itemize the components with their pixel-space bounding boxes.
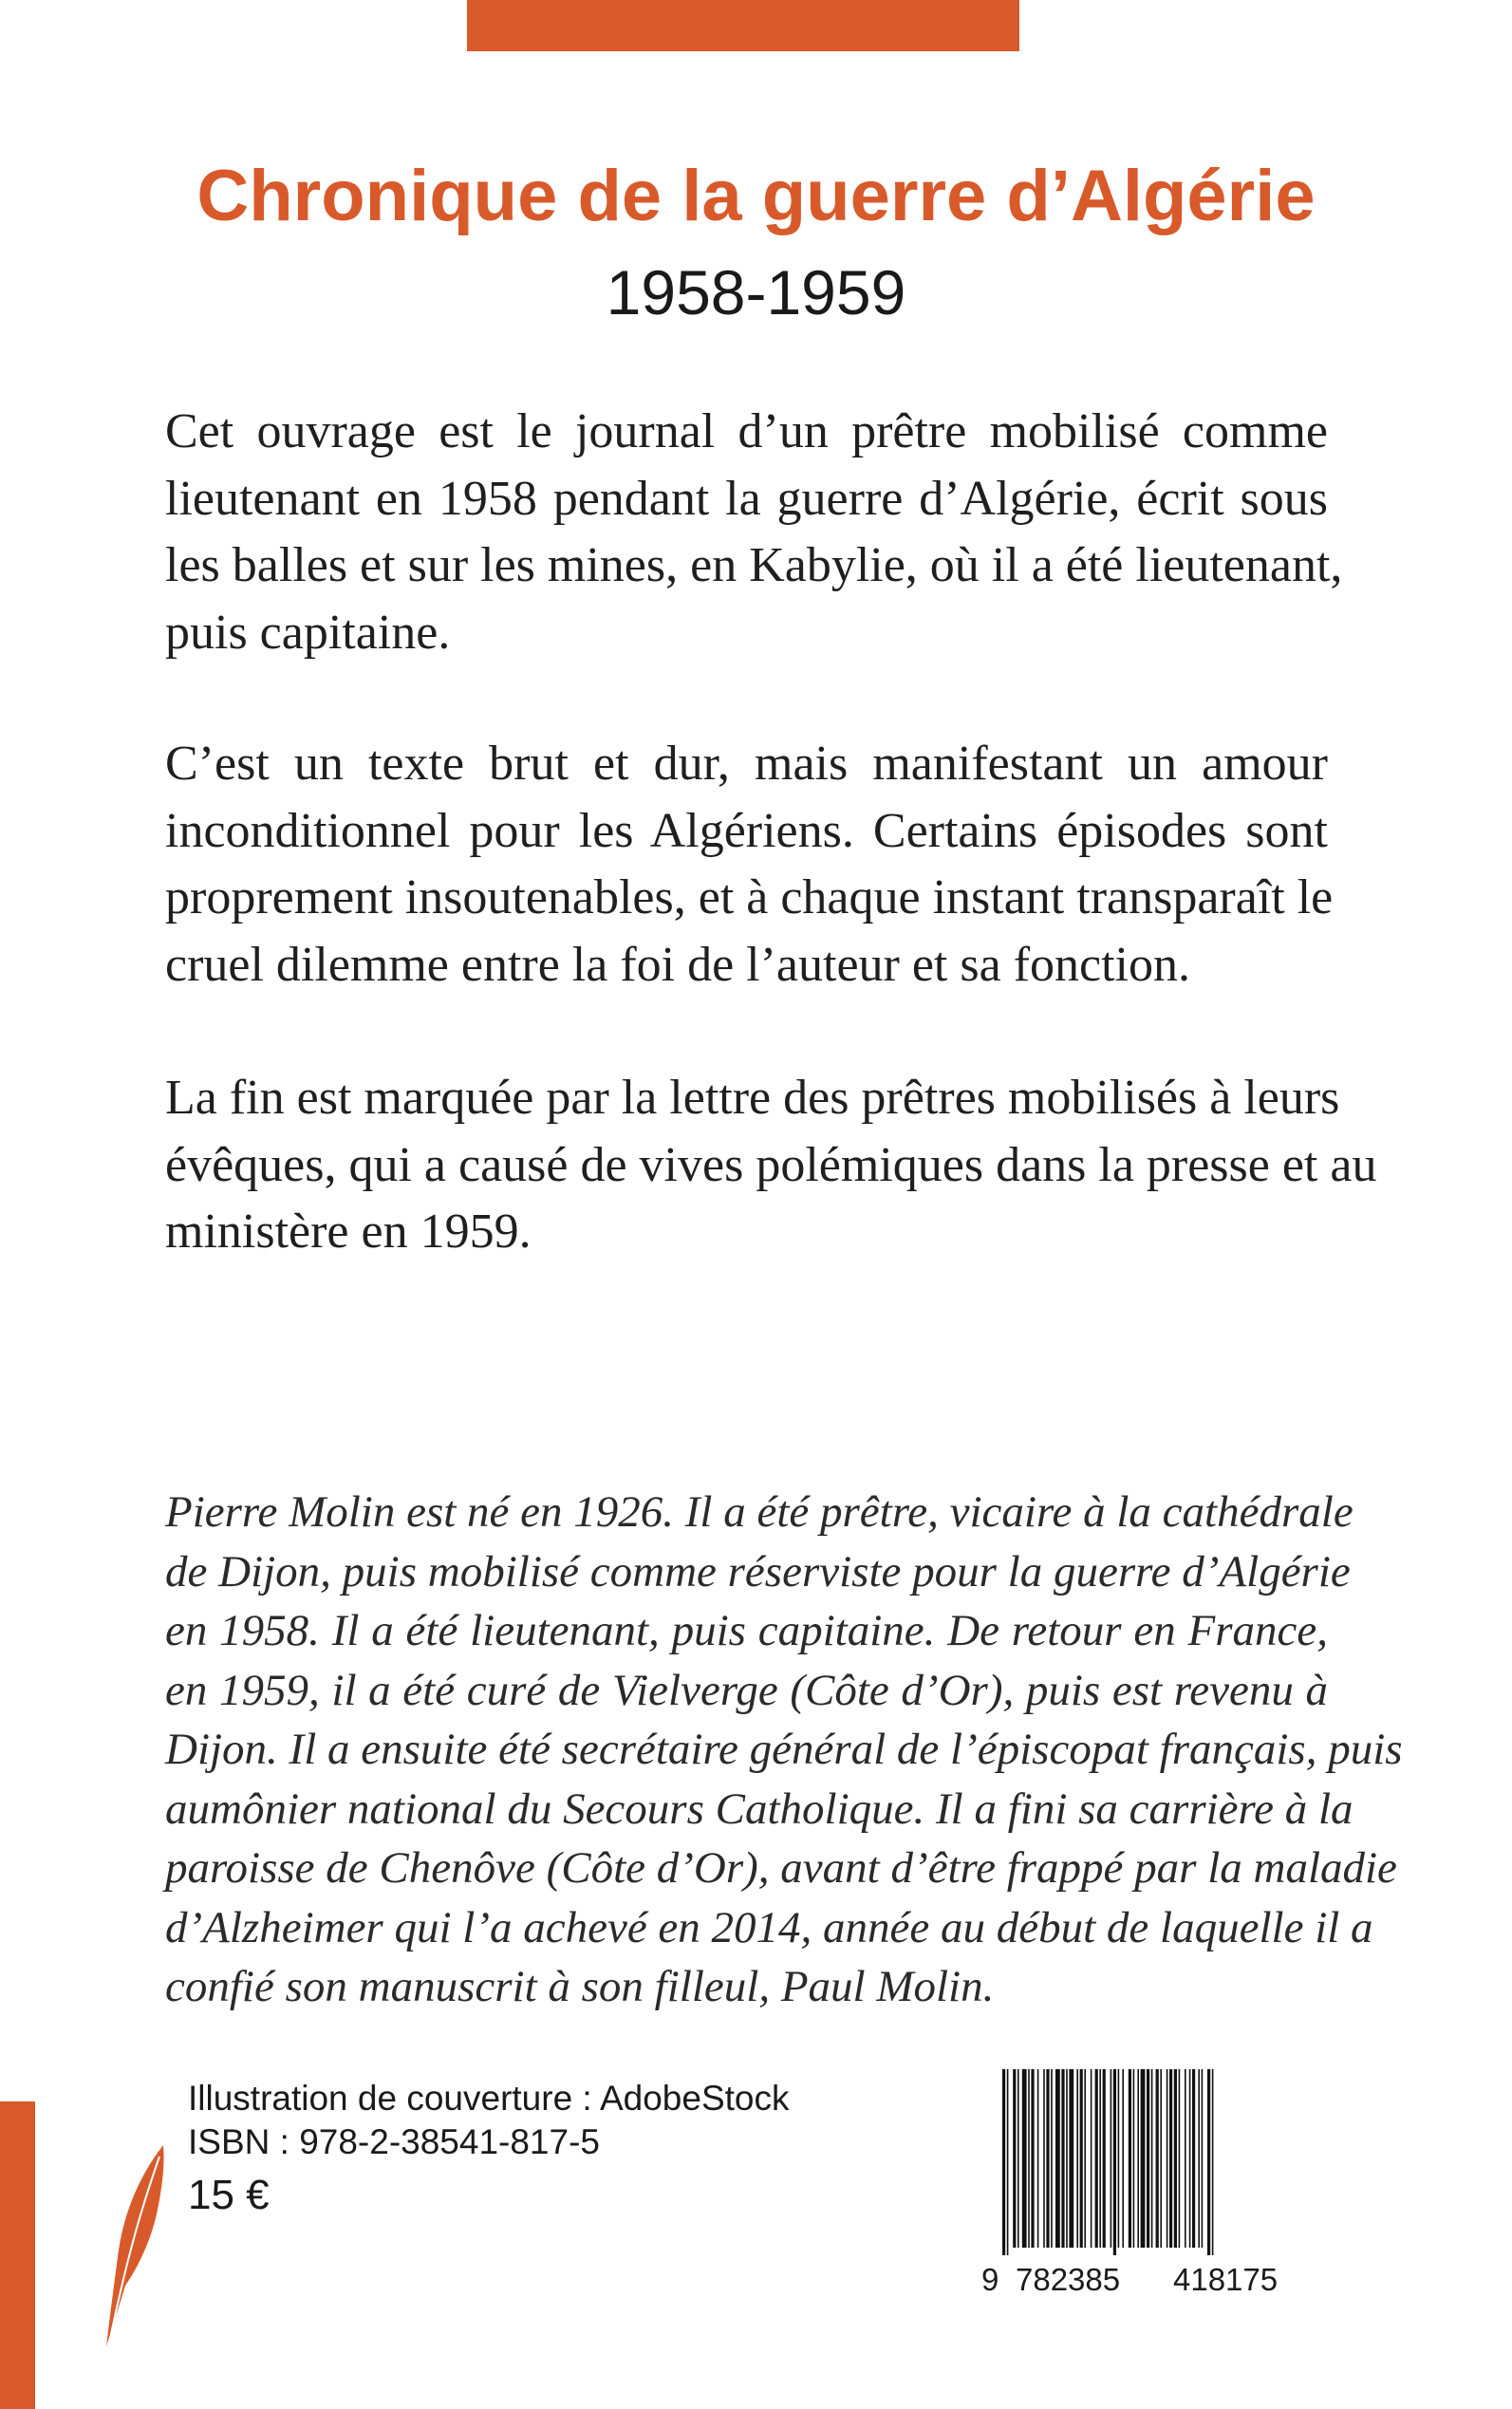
barcode-bar (1095, 2069, 1098, 2248)
barcode-bar (1037, 2069, 1039, 2248)
summary-paragraph-3 (165, 1065, 1377, 1266)
barcode-bar (1080, 2069, 1083, 2248)
summary-paragraph-1 (165, 399, 1343, 666)
isbn-number: ISBN : 978-2-38541-817-5 (188, 2122, 600, 2161)
barcode-bar (1002, 2069, 1005, 2255)
barcode-bar (1022, 2069, 1027, 2248)
bio-line: Pierre Molin est né en 1926. Il a été prêtre, vicaire à la cathédrale (165, 1487, 1353, 1537)
barcode-bar (1066, 2069, 1068, 2248)
barcode-bar (1137, 2069, 1139, 2248)
barcode-bar (1111, 2069, 1112, 2248)
bio-line: en 1959, il a été curé de Vielverge (Côte d’Or), puis est revenu à (165, 1665, 1328, 1715)
barcode-bar (1076, 2069, 1078, 2248)
barcode-bar (1151, 2069, 1153, 2248)
barcode-bar (1017, 2069, 1019, 2248)
bio-line: de Dijon, puis mobilisé comme réserviste pour la guerre d’Algérie (165, 1546, 1351, 1597)
text-line: C’est un texte brut et dur, mais manifestant un amour (165, 737, 1328, 791)
text-line: La fin est marquée par la lettre des prêtres mobilisés à leurs (165, 1071, 1340, 1125)
barcode-bar (1051, 2069, 1053, 2248)
text-line: évêques, qui a causé de vives polémiques dans la presse et au (165, 1137, 1377, 1192)
barcode-bar (1122, 2069, 1124, 2248)
barcode-bar (1028, 2069, 1030, 2248)
barcode-bar (1160, 2069, 1162, 2248)
book-subtitle-years: 1958-1959 (606, 257, 906, 327)
text-line: proprement insoutenables, et à chaque instant transparaît le (165, 870, 1334, 924)
barcode-bar (1007, 2069, 1009, 2255)
barcode-digit-group: 782385 (1016, 2262, 1121, 2297)
barcode-bar (1031, 2069, 1034, 2248)
barcode-digit-group: 418175 (1173, 2262, 1279, 2297)
barcode-bar (1113, 2069, 1116, 2255)
barcode-digits (981, 2259, 1323, 2301)
barcode-bar (1084, 2069, 1086, 2248)
barcode-bar (1046, 2069, 1049, 2248)
barcode-bar (1189, 2069, 1191, 2248)
barcode-bar (1198, 2069, 1200, 2248)
illustration-credit: Illustration de couverture : AdobeStock (188, 2079, 790, 2118)
summary-paragraph-2 (165, 731, 1334, 999)
barcode-bar (1179, 2069, 1181, 2248)
barcode-bar (1069, 2069, 1073, 2248)
left-accent-bar (0, 2101, 35, 2409)
text-line: lieutenant en 1958 pendant la guerre d’Algérie, écrit sous (165, 471, 1328, 526)
bio-line: en 1958. Il a été lieutenant, puis capitaine. De retour en France, (165, 1606, 1328, 1655)
bio-line: aumônier national du Secours Catholique. Il a fini sa carrière à la (165, 1783, 1353, 1834)
barcode-bar (1103, 2069, 1106, 2248)
barcode-bar (1129, 2069, 1131, 2248)
barcode-bar (1013, 2069, 1016, 2248)
barcode-bar (1099, 2069, 1101, 2248)
bio-line: confié son manuscrit à son filleul, Paul Molin. (165, 1962, 995, 2011)
barcode-bar (1061, 2069, 1064, 2248)
bio-line: d’Alzheimer qui l’a achevé en 2014, année au début de laquelle il a (165, 1902, 1373, 1952)
bio-line: Dijon. Il a ensuite été secrétaire général de l’épiscopat français, puis (165, 1725, 1403, 1774)
top-accent-bar (467, 0, 1019, 51)
barcode-icon (999, 2069, 1304, 2255)
barcode-bar (1118, 2069, 1120, 2248)
barcode-bar (1133, 2069, 1135, 2248)
text-line: Cet ouvrage est le journal d’un prêtre mobilisé comme (165, 404, 1328, 458)
publication-credits (188, 2077, 789, 2223)
barcode-bar (1174, 2069, 1177, 2248)
price: 15 € (188, 2172, 270, 2218)
barcode-bar (1147, 2069, 1149, 2248)
barcode-bar (1169, 2069, 1172, 2248)
text-line: inconditionnel pour les Algériens. Certains épisodes sont (165, 803, 1328, 858)
barcode-bar (1185, 2069, 1186, 2248)
feather-logo-icon (104, 2143, 167, 2348)
barcode-bar (1192, 2069, 1195, 2248)
barcode-bar (1156, 2069, 1159, 2248)
barcode-bar (1043, 2069, 1045, 2248)
barcode-bar (1167, 2069, 1168, 2248)
text-line: cruel dilemme entre la foi de l’auteur et sa fonction. (165, 937, 1190, 992)
barcode-bar (1055, 2069, 1060, 2248)
text-line: ministère en 1959. (165, 1204, 532, 1259)
barcode-digit-group: 9 (981, 2262, 999, 2297)
bio-line: paroisse de Chenôve (Côte d’Or), avant d’être frappé par la maladie (165, 1843, 1397, 1893)
barcode-bar (1141, 2069, 1146, 2248)
barcode-bar (1091, 2069, 1092, 2248)
text-line: puis capitaine. (165, 605, 451, 660)
barcode-bar (1202, 2069, 1204, 2248)
barcode-bar (1212, 2069, 1214, 2255)
barcode-bar (1207, 2069, 1210, 2255)
author-biography (165, 1483, 1403, 2017)
text-line: les balles et sur les mines, en Kabylie, où il a été lieutenant, (165, 538, 1343, 592)
book-title: Chronique de la guerre d’Algérie (196, 156, 1316, 236)
